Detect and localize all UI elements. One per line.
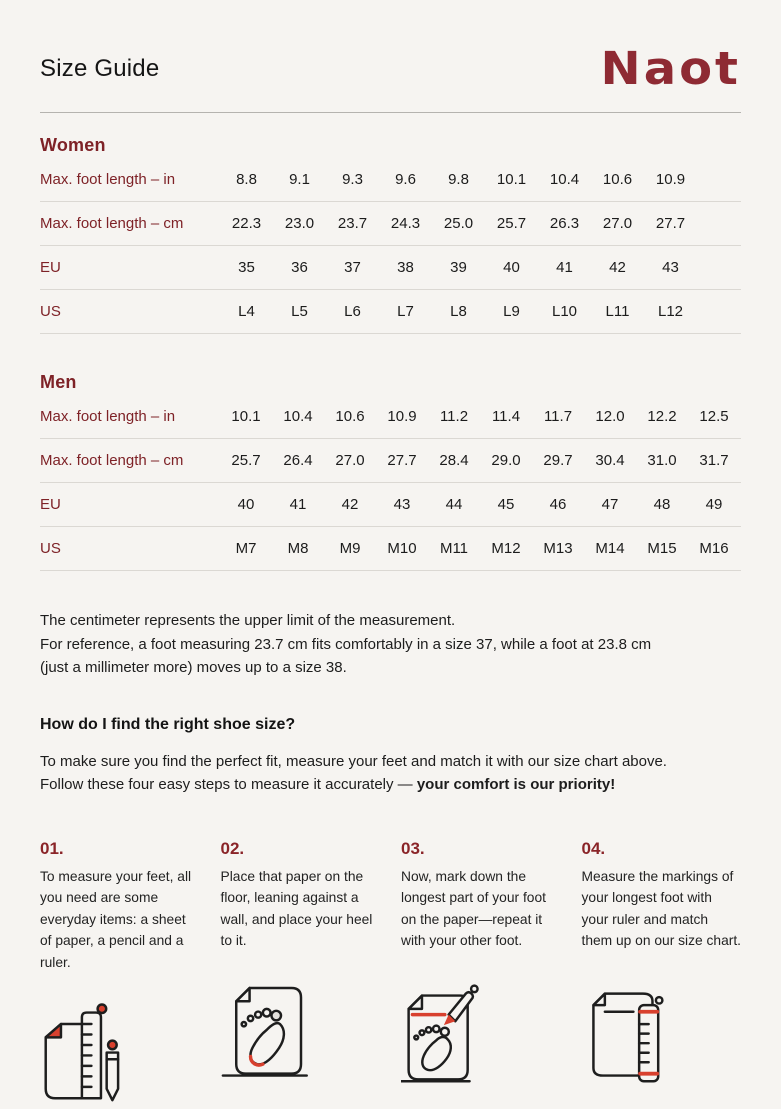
- women-table-row: [40, 290, 741, 334]
- size-value: 28.4: [428, 439, 480, 483]
- paper-ruler-measure-icon: [582, 982, 742, 1092]
- women-size-table: [40, 158, 741, 334]
- size-value: 27.0: [591, 202, 644, 246]
- men-section-heading: Men: [40, 372, 741, 393]
- row-label: US: [40, 527, 220, 571]
- women-table-row: [40, 202, 741, 246]
- size-value: M9: [324, 527, 376, 571]
- howto-intro: [40, 750, 700, 797]
- row-filler: [697, 246, 741, 290]
- size-value: 38: [379, 246, 432, 290]
- size-value: 10.9: [644, 158, 697, 202]
- size-value: 25.0: [432, 202, 485, 246]
- note-line-2: For reference, a foot measuring 23.7 cm fits comfortably in a size 37, while a foot at 23.8 cm (just a millimeter more) moves up to a size 38.: [40, 633, 680, 680]
- size-value: M12: [480, 527, 532, 571]
- row-label: EU: [40, 483, 220, 527]
- row-filler: [740, 527, 741, 571]
- header-divider: [40, 112, 741, 113]
- row-filler: [740, 439, 741, 483]
- men-table-row: [40, 439, 741, 483]
- size-value: 12.2: [636, 395, 688, 439]
- size-value: 25.7: [220, 439, 272, 483]
- women-section-heading: Women: [40, 135, 741, 156]
- row-filler: [697, 158, 741, 202]
- size-value: L10: [538, 290, 591, 334]
- size-value: M13: [532, 527, 584, 571]
- size-value: 46: [532, 483, 584, 527]
- step-1-number: 01.: [40, 839, 200, 859]
- row-filler: [740, 483, 741, 527]
- size-value: 49: [688, 483, 740, 527]
- size-value: 37: [326, 246, 379, 290]
- size-value: 10.9: [376, 395, 428, 439]
- size-value: 26.3: [538, 202, 591, 246]
- size-value: 10.6: [324, 395, 376, 439]
- size-value: L8: [432, 290, 485, 334]
- size-value: 23.0: [273, 202, 326, 246]
- size-value: 48: [636, 483, 688, 527]
- size-value: 47: [584, 483, 636, 527]
- size-value: 30.4: [584, 439, 636, 483]
- size-value: 41: [538, 246, 591, 290]
- men-table-row: [40, 395, 741, 439]
- size-value: 11.7: [532, 395, 584, 439]
- size-value: M11: [428, 527, 480, 571]
- size-value: 22.3: [220, 202, 273, 246]
- row-label: Max. foot length – cm: [40, 202, 220, 246]
- size-value: 45: [480, 483, 532, 527]
- size-value: 10.1: [485, 158, 538, 202]
- size-value: 27.0: [324, 439, 376, 483]
- women-table-row: [40, 246, 741, 290]
- men-table-row: [40, 483, 741, 527]
- row-label: US: [40, 290, 220, 334]
- size-value: 31.7: [688, 439, 740, 483]
- size-value: 9.6: [379, 158, 432, 202]
- row-label: Max. foot length – in: [40, 158, 220, 202]
- howto-heading: How do I find the right shoe size?: [40, 716, 741, 734]
- step-4-text: Measure the markings of your longest foot with your ruler and match them up on our size chart.: [582, 866, 742, 956]
- size-value: 42: [324, 483, 376, 527]
- paper-ruler-pencil-icon: [40, 999, 200, 1109]
- size-value: 27.7: [644, 202, 697, 246]
- size-value: 29.0: [480, 439, 532, 483]
- size-value: 35: [220, 246, 273, 290]
- step-4-number: 04.: [582, 839, 742, 859]
- size-value: L5: [273, 290, 326, 334]
- size-value: L9: [485, 290, 538, 334]
- row-label: Max. foot length – in: [40, 395, 220, 439]
- paper-footprint-mark-pencil-icon: [401, 982, 561, 1092]
- size-value: L6: [326, 290, 379, 334]
- size-value: 39: [432, 246, 485, 290]
- size-value: 11.2: [428, 395, 480, 439]
- row-filler: [697, 202, 741, 246]
- size-value: M8: [272, 527, 324, 571]
- men-size-table: [40, 395, 741, 571]
- size-value: L4: [220, 290, 273, 334]
- step-2-number: 02.: [221, 839, 381, 859]
- size-value: 9.1: [273, 158, 326, 202]
- size-value: 43: [376, 483, 428, 527]
- size-value: 44: [428, 483, 480, 527]
- measurement-notes: [40, 609, 741, 680]
- size-value: 12.5: [688, 395, 740, 439]
- paper-footprint-heel-icon: [221, 982, 381, 1092]
- size-value: 9.3: [326, 158, 379, 202]
- size-value: 9.8: [432, 158, 485, 202]
- row-filler: [697, 290, 741, 334]
- measure-steps: [40, 839, 741, 1109]
- size-value: L11: [591, 290, 644, 334]
- step-2-text: Place that paper on the floor, leaning against a wall, and place your heel to it.: [221, 866, 381, 956]
- size-value: 23.7: [326, 202, 379, 246]
- size-value: 25.7: [485, 202, 538, 246]
- size-value: 40: [485, 246, 538, 290]
- step-3-number: 03.: [401, 839, 561, 859]
- howto-intro-bold: your comfort is our priority!: [417, 776, 615, 793]
- women-table-row: [40, 158, 741, 202]
- size-value: 42: [591, 246, 644, 290]
- size-value: 11.4: [480, 395, 532, 439]
- size-value: L12: [644, 290, 697, 334]
- step-1-text: To measure your feet, all you need are some everyday items: a sheet of paper, a pencil and a ruler.: [40, 866, 200, 974]
- size-value: 24.3: [379, 202, 432, 246]
- size-value: 31.0: [636, 439, 688, 483]
- row-filler: [740, 395, 741, 439]
- size-value: 41: [272, 483, 324, 527]
- page-header: [40, 40, 741, 98]
- size-value: 26.4: [272, 439, 324, 483]
- size-value: 12.0: [584, 395, 636, 439]
- size-value: 10.6: [591, 158, 644, 202]
- size-value: 27.7: [376, 439, 428, 483]
- size-value: 43: [644, 246, 697, 290]
- step-3-text: Now, mark down the longest part of your foot on the paper—repeat it with your other foot.: [401, 866, 561, 956]
- size-value: L7: [379, 290, 432, 334]
- size-value: 36: [273, 246, 326, 290]
- row-label: Max. foot length – cm: [40, 439, 220, 483]
- size-value: M14: [584, 527, 636, 571]
- howto-intro-regular: To make sure you find the perfect fit, measure your feet and match it with our size chart above. Follow these four easy steps to measure it accurately —: [40, 753, 667, 794]
- size-value: M7: [220, 527, 272, 571]
- size-value: M10: [376, 527, 428, 571]
- row-label: EU: [40, 246, 220, 290]
- step-1: [40, 839, 200, 1109]
- size-value: 40: [220, 483, 272, 527]
- note-line-1: The centimeter represents the upper limit of the measurement.: [40, 609, 680, 633]
- naot-logo: Naot: [601, 46, 741, 92]
- size-value: 10.4: [538, 158, 591, 202]
- size-value: 10.4: [272, 395, 324, 439]
- size-value: 29.7: [532, 439, 584, 483]
- men-table-row: [40, 527, 741, 571]
- size-value: M16: [688, 527, 740, 571]
- step-2: [221, 839, 381, 1109]
- size-value: M15: [636, 527, 688, 571]
- step-3: [401, 839, 561, 1109]
- size-value: 10.1: [220, 395, 272, 439]
- step-4: [582, 839, 742, 1109]
- size-value: 8.8: [220, 158, 273, 202]
- page-title: Size Guide: [40, 55, 159, 83]
